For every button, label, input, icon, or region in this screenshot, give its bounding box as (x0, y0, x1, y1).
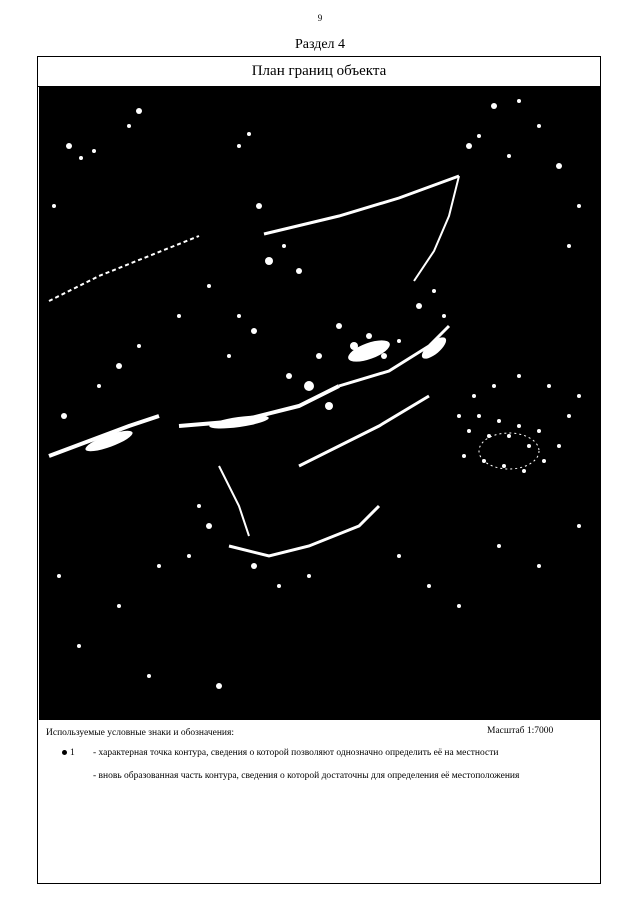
dot-icon (62, 750, 67, 755)
scale-label: Масштаб 1:7000 (487, 726, 554, 736)
map-icon (39, 86, 601, 720)
point-marker (62, 748, 90, 759)
plan-frame (37, 56, 601, 884)
plan-title: План границ объекта (38, 57, 600, 87)
page-number: 9 (317, 13, 323, 23)
legend-item-point (62, 748, 499, 759)
satellite-map-image (39, 86, 601, 720)
section-title: Раздел 4 (294, 37, 346, 52)
legend-item-contour-text: - вновь образованная часть контура, сведения о которой достаточны для определения её местоположения (93, 771, 520, 781)
legend-item-point-text: - характерная точка контура, сведения о которой позволяют однозначно определить её на местности (93, 748, 499, 758)
legend-heading: Используемые условные знаки и обозначения: (46, 728, 235, 738)
point-marker-label: 1 (70, 748, 75, 758)
